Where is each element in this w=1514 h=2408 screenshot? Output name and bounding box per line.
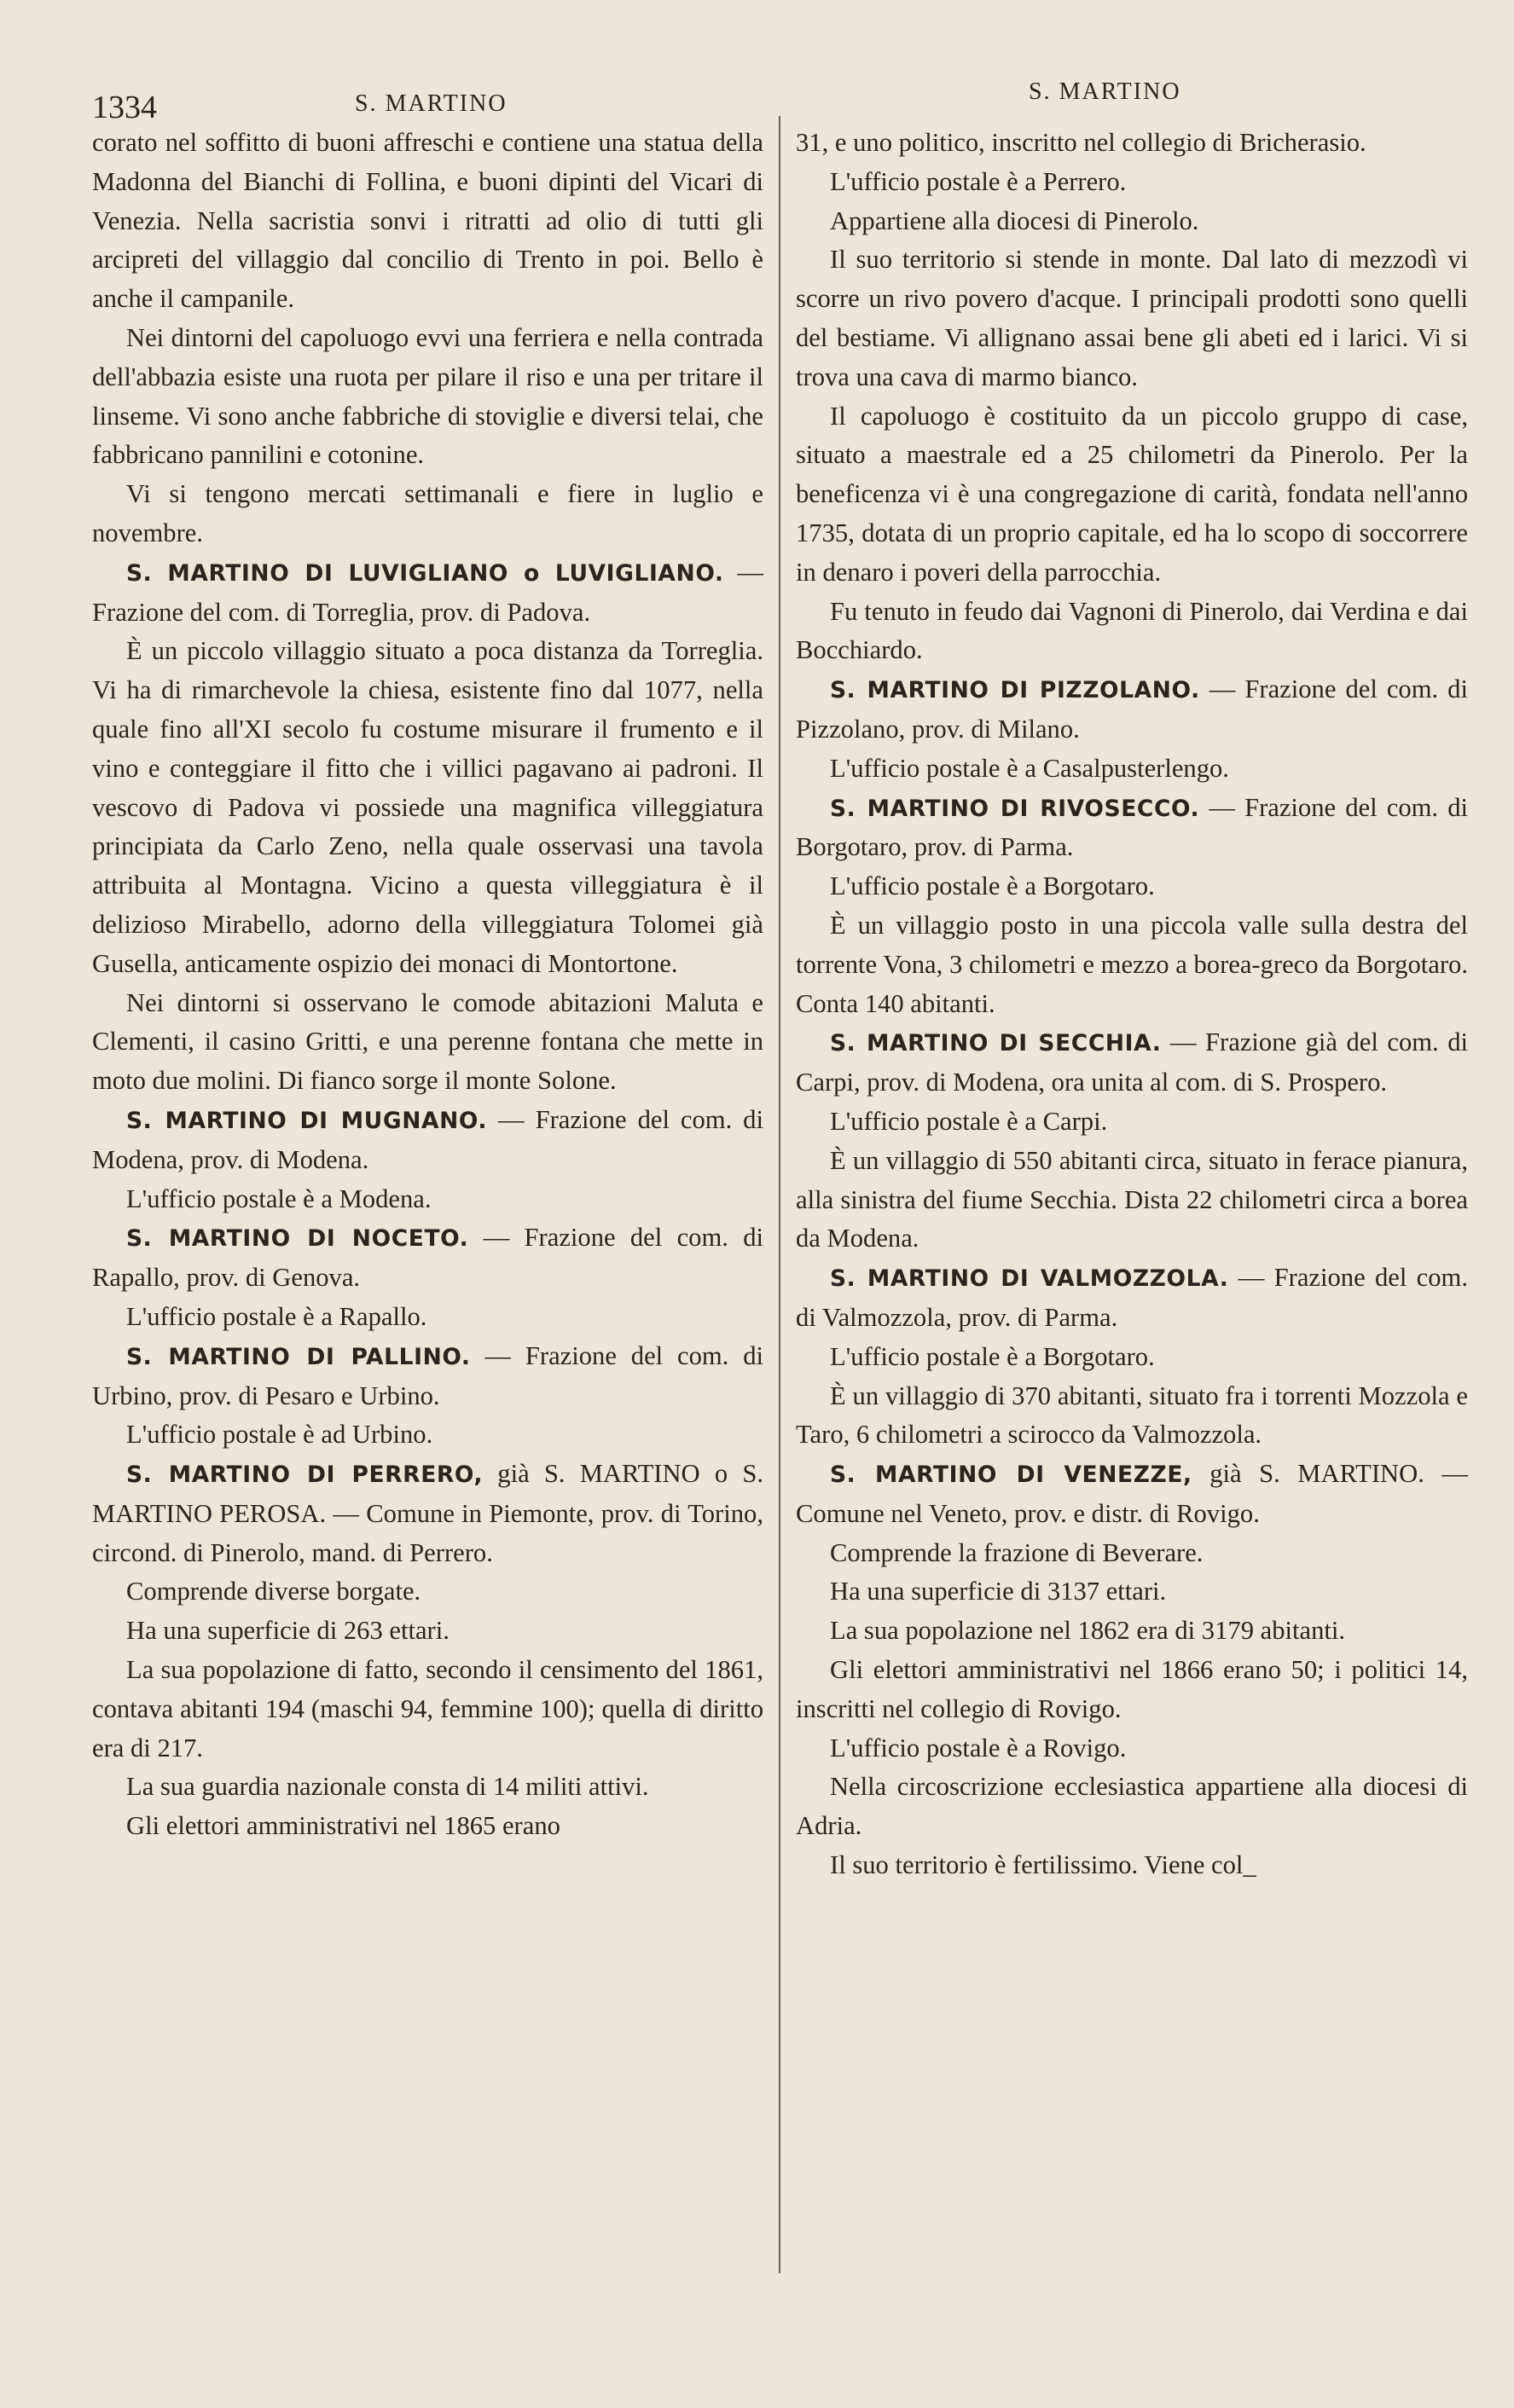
gazetteer-entry (92, 1337, 763, 1416)
entry-text: già S. MARTINO. — Comune nel Veneto, prov. e distr. di Rovigo. (796, 1459, 1468, 1528)
paragraph: Il suo territorio è fertilissimo. Viene col_ (830, 1850, 1256, 1880)
entry-heading: S. MARTINO DI RIVOSECCO. (830, 795, 1200, 822)
paragraph: È un villaggio posto in una piccola valle sulla destra del torrente Vona, 3 chilometri e mezzo a borea-greco da Borgotaro. Conta 140 abitanti. (796, 910, 1468, 1018)
running-title-left: S. MARTINO (355, 90, 508, 117)
entry-heading: S. MARTINO DI VENEZZE, (830, 1462, 1192, 1489)
gazetteer-entry (92, 553, 763, 633)
paragraph: Fu tenuto in feudo dai Vagnoni di Pinerolo, dai Verdina e dai Bocchiardo. (796, 596, 1468, 665)
entry-heading: S. MARTINO DI NOCETO. (126, 1225, 469, 1253)
entry-heading: S. MARTINO DI MUGNANO. (126, 1107, 488, 1134)
page-header (92, 78, 1467, 125)
entry-text: — Frazione del com. di Torreglia, prov. di Padova. (92, 557, 763, 627)
paragraph: L'ufficio postale è a Borgotaro. (830, 871, 1155, 901)
paragraph: Gli elettori amministrativi nel 1866 erano 50; i politici 14, inscritti nel collegio di Rovigo. (796, 1655, 1468, 1723)
paragraph: 31, e uno politico, inscritto nel collegio di Bricherasio. (796, 128, 1366, 157)
entry-heading: S. MARTINO DI PIZZOLANO. (830, 677, 1200, 704)
paragraph: Nei dintorni si osservano le comode abitazioni Maluta e Clementi, il casino Gritti, e una perenne fontana che mette in moto due molini. Di fianco sorge il monte Solone. (92, 987, 763, 1096)
entry-text: — Frazione già del com. di Carpi, prov. di Modena, ora unita al com. di S. Prospero. (796, 1027, 1468, 1097)
entry-text: — Frazione del com. di Urbino, prov. di Pesaro e Urbino. (92, 1340, 763, 1410)
paragraph: Nella circoscrizione ecclesiastica appartiene alla diocesi di Adria. (796, 1772, 1468, 1841)
paragraph: L'ufficio postale è a Casalpusterlengo. (830, 753, 1229, 783)
paragraph: È un piccolo villaggio situato a poca distanza da Torreglia. Vi ha di rimarchevole la chiesa, esistente fino dal 1077, nella quale fino all'XI secolo fu costume misurare il frumento e il vino e conteggiare il fitto che i villici pagavano ai padroni. Il vescovo di Padova vi possiede una magnifica villeggiatura principiata da Carlo Zeno, nella quale osservasi una tavola attribuita al Montagna. Vicino a questa villeggiatura è il delizioso Mirabello, adorno della villeggiatura Tolomei già Gusella, anticamente ospizio dei monaci di Montortone. (92, 636, 763, 978)
paragraph: La sua popolazione nel 1862 era di 3179 abitanti. (830, 1616, 1346, 1646)
entry-text: già S. MARTINO o S. MARTINO PEROSA. — Comune in Piemonte, prov. di Torino, circond. di Pinerolo, mand. di Perrero. (92, 1459, 763, 1567)
paragraph: La sua guardia nazionale consta di 14 militi attivi. (126, 1772, 649, 1802)
paragraph: L'ufficio postale è a Perrero. (830, 166, 1127, 196)
entry-text: — Frazione del com. di Pizzolano, prov. di Milano. (796, 674, 1468, 744)
entry-heading: S. MARTINO DI PALLINO. (126, 1343, 471, 1370)
gazetteer-entry (796, 1455, 1468, 1534)
paragraph: L'ufficio postale è a Rovigo. (830, 1733, 1127, 1763)
paragraph: L'ufficio postale è a Rapallo. (126, 1301, 427, 1331)
right-column (796, 124, 1468, 1885)
entry-text: — Frazione del com. di Rapallo, prov. di Genova. (92, 1223, 763, 1293)
paragraph: Il suo territorio si stende in monte. Dal lato di mezzodì vi scorre un rivo povero d'acque. I principali prodotti sono quelli del bestiame. Vi allignano assai bene gli abeti ed i larici. Vi si trova una cava di marmo bianco. (796, 245, 1468, 391)
paragraph: La sua popolazione di fatto, secondo il censimento del 1861, contava abitanti 194 (maschi 94, femmine 100); quella di diritto era di 217. (92, 1655, 763, 1763)
column-divider (779, 116, 780, 2273)
paragraph: Gli elettori amministrativi nel 1865 erano (126, 1811, 560, 1841)
running-title-right: S. MARTINO (1029, 78, 1181, 105)
entry-heading: S. MARTINO DI LUVIGLIANO o LUVIGLIANO. (126, 559, 724, 587)
paragraph: Comprende la frazione di Beverare. (830, 1537, 1204, 1567)
paragraph: L'ufficio postale è ad Urbino. (126, 1420, 433, 1450)
entry-heading: S. MARTINO DI PERRERO, (126, 1462, 484, 1489)
paragraph: Nei dintorni del capoluogo evvi una ferriera e nella contrada dell'abbazia esiste una ruota per pilare il riso e una per tritare il linseme. Vi sono anche fabbriche di stoviglie e diversi telai, che fabbricano pannilini e cotonine. (92, 322, 763, 470)
paragraph: L'ufficio postale è a Modena. (126, 1184, 432, 1213)
entry-text: — Frazione del com. di Modena, prov. di Modena. (92, 1104, 763, 1174)
gazetteer-entry (796, 1023, 1468, 1103)
paragraph: È un villaggio di 550 abitanti circa, situato in ferace pianura, alla sinistra del fiume Secchia. Dista 22 chilometri circa a borea da Modena. (796, 1145, 1468, 1253)
entry-heading: S. MARTINO DI SECCHIA. (830, 1030, 1162, 1057)
gazetteer-entry (92, 1455, 763, 1572)
gazetteer-entry (796, 670, 1468, 750)
paragraph: È un villaggio di 370 abitanti, situato fra i torrenti Mozzola e Taro, 6 chilometri a scirocco da Valmozzola. (796, 1381, 1468, 1450)
paragraph: Appartiene alla diocesi di Pinerolo. (830, 205, 1199, 235)
page-number: 1334 (92, 90, 157, 125)
gazetteer-entry (796, 1259, 1468, 1338)
paragraph: Ha una superficie di 263 ettari. (126, 1616, 450, 1646)
paragraph: Comprende diverse borgate. (126, 1577, 421, 1606)
paragraph: corato nel soffitto di buoni affreschi e contiene una statua della Madonna del Bianchi di Follina, e buoni dipinti del Vicari di Venezia. Nella sacristia sonvi i ritratti ad olio di tutti gli arcipreti del villaggio dal concilio di Trento in poi. Bello è anche il campanile. (92, 128, 763, 314)
left-column (92, 124, 763, 1846)
paragraph: Ha una superficie di 3137 ettari. (830, 1577, 1167, 1606)
gazetteer-entry (796, 789, 1468, 868)
paragraph: Il capoluogo è costituito da un piccolo gruppo di case, situato a maestrale ed a 25 chilometri da Pinerolo. Per la beneficenza vi è una congregazione di carità, fondata nell'anno 1735, dotata di un proprio capitale, ed ha lo scopo di soccorrere in denaro i poveri della parrocchia. (796, 401, 1468, 587)
paragraph: L'ufficio postale è a Carpi. (830, 1106, 1108, 1136)
paragraph: L'ufficio postale è a Borgotaro. (830, 1341, 1155, 1371)
entry-text: — Frazione del com. di Borgotaro, prov. di Parma. (796, 792, 1468, 862)
gazetteer-entry (92, 1101, 763, 1180)
gazetteer-entry (92, 1218, 763, 1298)
paragraph: Vi si tengono mercati settimanali e fiere in luglio e novembre. (92, 479, 763, 547)
entry-text: — Frazione del com. di Valmozzola, prov. di Parma. (796, 1263, 1468, 1332)
entry-heading: S. MARTINO DI VALMOZZOLA. (830, 1265, 1229, 1293)
